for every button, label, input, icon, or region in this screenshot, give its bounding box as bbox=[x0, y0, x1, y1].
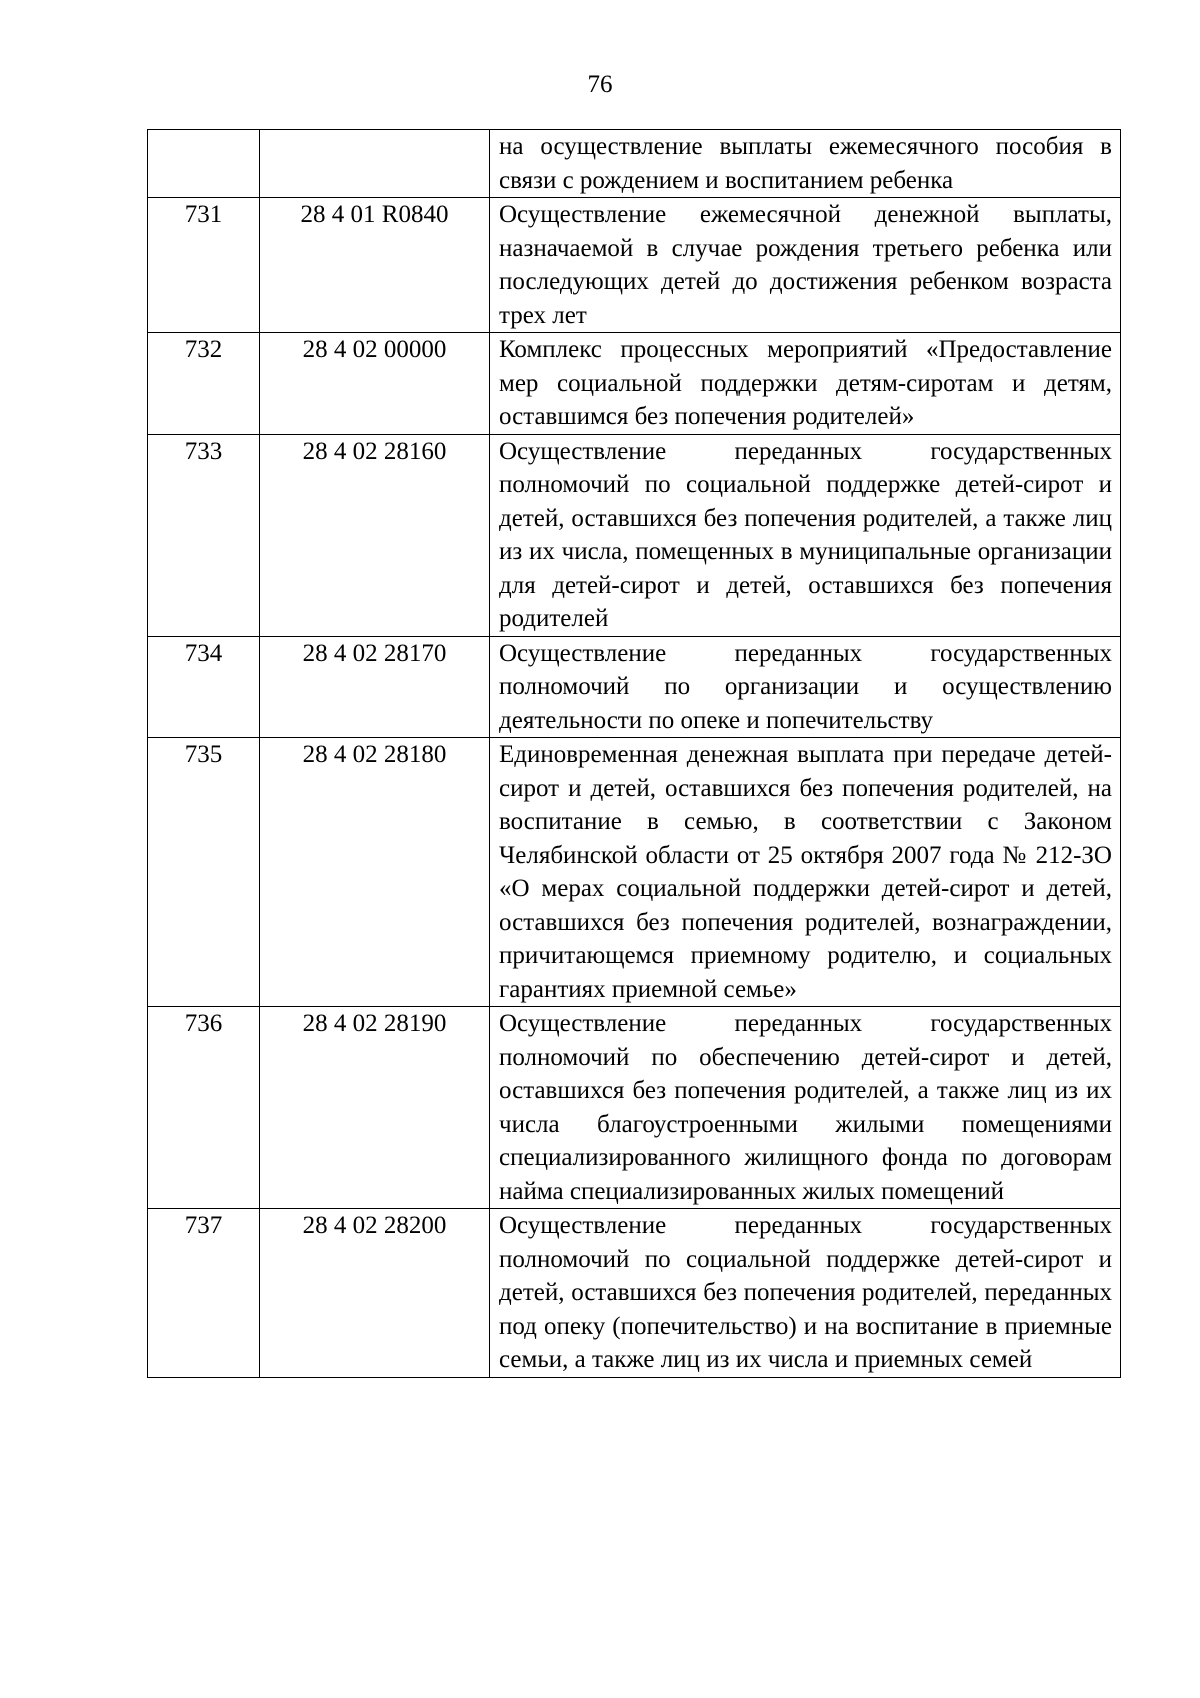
row-description: Осуществление переданных государственных полномочий по социальной поддержке детей-сирот и детей, оставшихся без попечения родителей, переданных под опеку (попечительство) и на воспитание в приемные семьи, а также лиц из их числа и приемных семей bbox=[490, 1209, 1121, 1378]
row-code: 28 4 02 00000 bbox=[260, 333, 490, 435]
table-row bbox=[148, 738, 1121, 1007]
table-row bbox=[148, 434, 1121, 636]
row-number: 731 bbox=[148, 198, 260, 333]
page-number: 76 bbox=[587, 71, 613, 98]
row-number: 736 bbox=[148, 1007, 260, 1209]
row-number: 737 bbox=[148, 1209, 260, 1378]
table-row bbox=[148, 1007, 1121, 1209]
row-code: 28 4 02 28190 bbox=[260, 1007, 490, 1209]
table-row bbox=[148, 198, 1121, 333]
row-code: 28 4 02 28160 bbox=[260, 434, 490, 636]
row-description: Комплекс процессных мероприятий «Предоставление мер социальной поддержки детям-сиротам и детям, оставшимся без попечения родителей» bbox=[490, 333, 1121, 435]
table-row bbox=[148, 130, 1121, 198]
row-code: 28 4 02 28170 bbox=[260, 636, 490, 738]
row-description: на осуществление выплаты ежемесячного пособия в связи с рождением и воспитанием ребенка bbox=[490, 130, 1121, 198]
row-description: Осуществление ежемесячной денежной выплаты, назначаемой в случае рождения третьего ребенка или последующих детей до достижения ребенком возраста трех лет bbox=[490, 198, 1121, 333]
row-description: Осуществление переданных государственных полномочий по социальной поддержке детей-сирот и детей, оставшихся без попечения родителей, а также лиц из их числа, помещенных в муниципальные организации для детей-сирот и детей, оставшихся без попечения родителей bbox=[490, 434, 1121, 636]
row-code: 28 4 02 28200 bbox=[260, 1209, 490, 1378]
table-row bbox=[148, 1209, 1121, 1378]
row-number: 735 bbox=[148, 738, 260, 1007]
row-code bbox=[260, 130, 490, 198]
row-description: Осуществление переданных государственных полномочий по обеспечению детей-сирот и детей, оставшихся без попечения родителей, а также лиц из их числа благоустроенными жилыми помещениями специализированного жилищного фонда по договорам найма специализированных жилых помещений bbox=[490, 1007, 1121, 1209]
row-number bbox=[148, 130, 260, 198]
row-number: 733 bbox=[148, 434, 260, 636]
table-row bbox=[148, 333, 1121, 435]
row-number: 732 bbox=[148, 333, 260, 435]
row-description: Осуществление переданных государственных полномочий по организации и осуществлению деятельности по опеке и попечительству bbox=[490, 636, 1121, 738]
table-row bbox=[148, 636, 1121, 738]
row-description: Единовременная денежная выплата при передаче детей-сирот и детей, оставшихся без попечения родителей, на воспитание в семью, в соответствии с Законом Челябинской области от 25 октября 2007 года № 212-ЗО «О мерах социальной поддержки детей-сирот и детей, оставшихся без попечения родителей, вознаграждении, причитающемся приемному родителю, и социальных гарантиях приемной семье» bbox=[490, 738, 1121, 1007]
row-number: 734 bbox=[148, 636, 260, 738]
budget-classification-table bbox=[147, 129, 1121, 1378]
row-code: 28 4 02 28180 bbox=[260, 738, 490, 1007]
row-code: 28 4 01 R0840 bbox=[260, 198, 490, 333]
